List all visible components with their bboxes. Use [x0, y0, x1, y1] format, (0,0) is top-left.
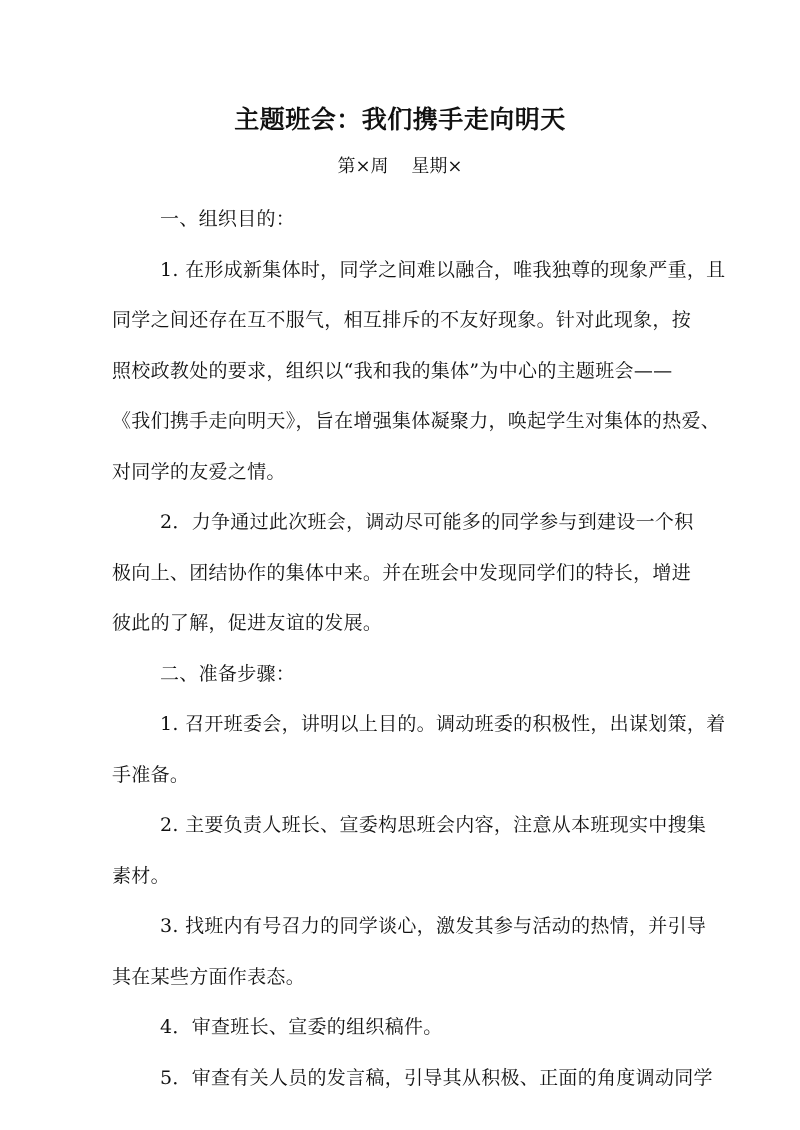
- paragraph-line: 2. 主要负责人班长、宣委构思班会内容，注意从本班现实中搜集: [160, 814, 707, 836]
- paragraph-line: 同学之间还存在互不服气，相互排斥的不友好现象。针对此现象，按: [112, 309, 692, 331]
- paragraph-line: 《我们携手走向明天》，旨在增强集体凝聚力，唤起学生对集体的热爱、: [112, 410, 721, 432]
- paragraph-line: 4．审查班长、宣委的组织稿件。: [160, 1016, 443, 1038]
- paragraph-line: 2．力争通过此次班会，调动尽可能多的同学参与到建设一个积: [160, 511, 694, 533]
- document-body: [112, 194, 726, 1103]
- page-title: 主题班会：我们携手走向明天: [234, 105, 566, 134]
- paragraph-line: 5．审查有关人员的发言稿，引导其从积极、正面的角度调动同学: [160, 1066, 713, 1089]
- section-heading-purpose: 一、组织目的：: [160, 208, 296, 230]
- paragraph-line: 素材。: [112, 864, 170, 887]
- paragraph-line: 手准备。: [112, 763, 190, 786]
- paragraph-line: 1. 在形成新集体时，同学之间难以融合，唯我独尊的现象严重，且: [160, 258, 726, 281]
- paragraph-line: 极向上、团结协作的集体中来。并在班会中发现同学们的特长，增进: [112, 561, 692, 584]
- section-heading-steps: 二、准备步骤：: [160, 662, 296, 685]
- paragraph-line: 对同学的友爱之情。: [112, 460, 286, 483]
- paragraph-line: 照校政教处的要求，组织以“我和我的集体”为中心的主题班会——: [112, 359, 673, 382]
- paragraph-line: 1. 召开班委会，讲明以上目的。调动班委的积极性，出谋划策，着: [160, 713, 726, 735]
- paragraph-line: 其在某些方面作表态。: [112, 965, 306, 988]
- paragraph-line: 3. 找班内有号召力的同学谈心，激发其参与活动的热情，并引导: [160, 915, 707, 937]
- paragraph-line: 彼此的了解，促进友谊的发展。: [112, 612, 383, 634]
- page-subtitle: 第×周 星期×: [337, 156, 463, 177]
